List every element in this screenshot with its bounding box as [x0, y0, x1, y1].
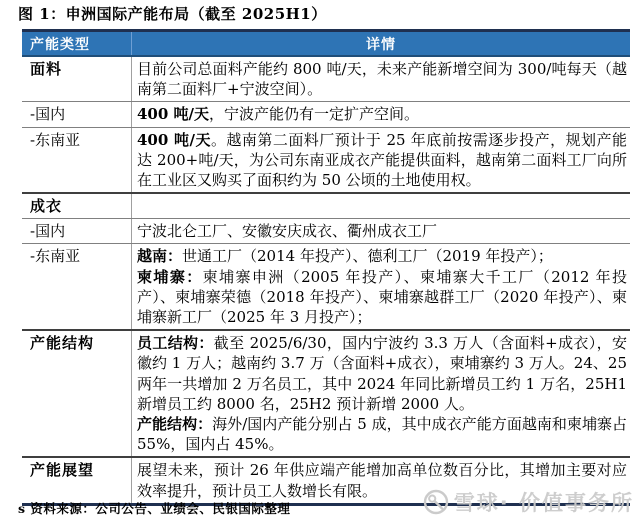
row-label: 产能结构 — [22, 331, 132, 456]
row-detail — [132, 194, 630, 218]
table-row — [22, 329, 630, 456]
capacity-table — [22, 29, 630, 506]
row-detail — [132, 331, 630, 456]
table-row — [22, 218, 630, 243]
detail-text: 宁波北仑工厂、安徽安庆成衣、衢州成衣工厂 — [137, 222, 438, 241]
detail-emphasis: 柬埔寨： — [137, 267, 203, 286]
row-label: -东南亚 — [22, 128, 132, 193]
detail-emphasis: 400 吨/天 — [137, 130, 211, 149]
detail-text: 海外/国内产能分别占 5 成，其中成衣产能方面越南和柬埔寨占 55%，国内占 45%。 — [137, 415, 627, 454]
row-detail — [132, 57, 630, 101]
watermark — [423, 487, 634, 517]
table-row — [22, 192, 630, 218]
row-detail — [132, 102, 630, 126]
header-cell-type: 产能类型 — [22, 32, 132, 55]
row-detail — [132, 244, 630, 329]
detail-text: 柬埔寨申洲（2005 年投产）、柬埔寨大千工厂（2012 年投产）、柬埔寨荣德（2018 年投产）、柬埔寨越群工厂（2020 年投产）、柬埔寨新工厂（2025 年 3 月投产）； — [137, 267, 627, 327]
row-label: 面料 — [22, 57, 132, 101]
detail-text: ，宁波产能仍有一定扩产空间。 — [209, 105, 420, 124]
watermark-text: 雪球· 价值事务所 — [453, 491, 634, 515]
table-row — [22, 127, 630, 193]
row-detail — [132, 219, 630, 243]
row-label: -国内 — [22, 219, 132, 243]
row-detail — [132, 128, 630, 193]
detail-emphasis: 员工结构： — [137, 334, 214, 353]
figure-title: 图 1：申洲国际产能布局（截至 2025H1） — [18, 5, 327, 23]
row-label: 产能展望 — [22, 458, 132, 502]
header-cell-detail: 详情 — [366, 36, 396, 53]
detail-text: 截至 2025/6/30，国内宁波约 3.3 万人（含面料+成衣），安徽约 1 万人；越南约 3.7 万（含面料+成衣），柬埔寨约 3 万人。24、25 两年一共增加 2 万名员工，其中 2024 年同比新增员工约 1 万名，25H1 新增员工约 8000 名，25H2 预计新增 2000 人。 — [137, 334, 627, 413]
detail-emphasis: 400 吨/天 — [137, 105, 210, 124]
table-row — [22, 57, 630, 101]
detail-text: 。越南第二面料厂预计于 25 年底前按需逐步投产，规划产能达 200+吨/天，为公司东南亚成衣产能提供面料，越南第二面料工厂向所在工业区又购买了面积约为 50 公顷的土地使用权。 — [137, 130, 627, 190]
row-label: 成衣 — [22, 194, 132, 218]
detail-emphasis: 产能结构： — [137, 415, 213, 434]
table-row — [22, 243, 630, 329]
row-label: -国内 — [22, 102, 132, 126]
table-row — [22, 101, 630, 126]
table-header-row — [22, 32, 630, 57]
table-body — [22, 57, 630, 506]
xueqiu-logo-icon — [423, 489, 449, 515]
detail-text: 展望未来，预计 26 年供应端产能增加高单位数百分比，其增加主要对应效率提升，预计员工人数增长有限。 — [137, 461, 627, 500]
detail-emphasis: 越南： — [137, 247, 183, 266]
detail-text: 世通工厂（2014 年投产）、德利工厂（2019 年投产）； — [182, 247, 553, 266]
detail-text: 目前公司总面料产能约 800 吨/天，未来产能新增空间为 300/吨每天（越南第二面料厂+宁波空间）。 — [137, 60, 627, 99]
source-note: s 资料来源：公司公告、业绩会、民银国际整理 — [18, 501, 291, 516]
row-label: -东南亚 — [22, 244, 132, 329]
